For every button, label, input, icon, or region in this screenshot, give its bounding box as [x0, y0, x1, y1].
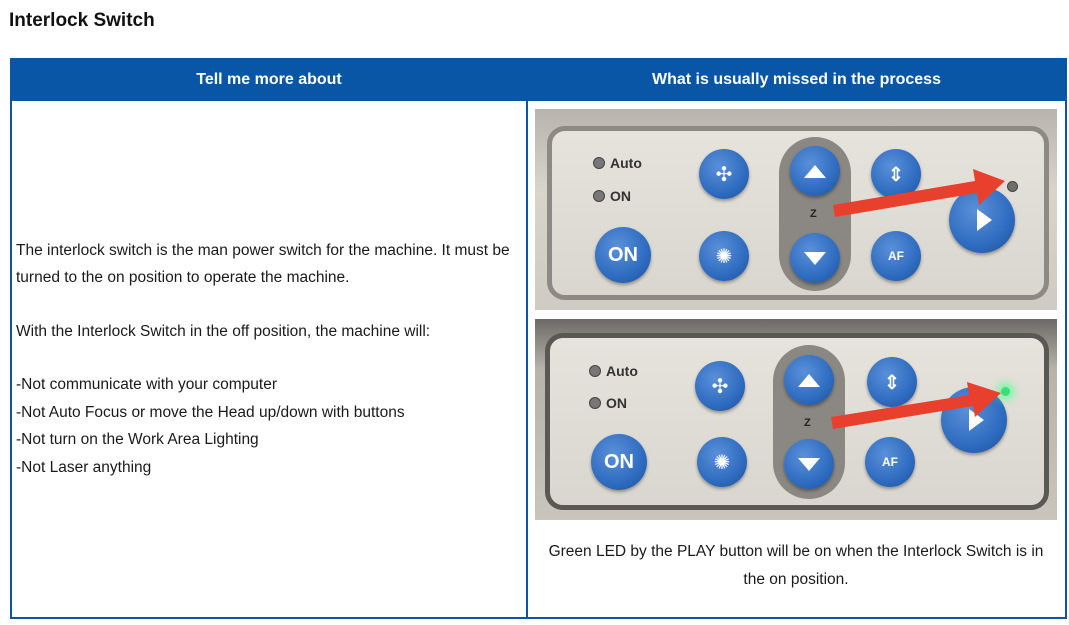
af-button: AF [871, 231, 921, 281]
control-panel-photo-led-on [535, 319, 1057, 520]
page-title: Interlock Switch [9, 10, 155, 31]
control-panel-photo-led-off [535, 109, 1057, 310]
fan-icon: ✣ [695, 361, 745, 411]
header-usually-missed: What is usually missed in the process [527, 59, 1066, 100]
red-arrow-icon [535, 109, 1057, 310]
z-label: Z [804, 417, 811, 429]
header-tell-me-more: Tell me more about [11, 59, 527, 100]
info-table [10, 58, 1067, 619]
list-item: -Not turn on the Work Area Lighting [16, 431, 259, 449]
list-item: -Not communicate with your computer [16, 376, 278, 394]
indicator-on: ON [589, 395, 627, 411]
indicator-auto: Auto [589, 363, 638, 379]
off-position-intro: With the Interlock Switch in the off position, the machine will: [16, 322, 431, 340]
z-label: Z [810, 208, 817, 220]
list-item: -Not Laser anything [16, 458, 152, 476]
indicator-on: ON [593, 188, 631, 204]
description-paragraph: The interlock switch is the man power switch for the machine. It must be turned to the on position to operate the machine. [16, 241, 510, 287]
light-bulb-icon: ✺ [699, 231, 749, 281]
head-position-icon: ⇕ [867, 357, 917, 407]
indicator-auto: Auto [593, 155, 642, 171]
light-bulb-icon: ✺ [697, 437, 747, 487]
list-item: -Not Auto Focus or move the Head up/down with buttons [16, 403, 405, 421]
on-button: ON [591, 434, 647, 490]
description-cell [11, 100, 527, 618]
af-button: AF [865, 437, 915, 487]
fan-icon: ✣ [699, 149, 749, 199]
image-caption: Green LED by the PLAY button will be on when the Interlock Switch is in the on position. [548, 543, 1044, 588]
media-cell [527, 100, 1066, 618]
on-button: ON [595, 227, 651, 283]
red-arrow-icon [535, 319, 1057, 520]
head-position-icon: ⇕ [871, 149, 921, 199]
